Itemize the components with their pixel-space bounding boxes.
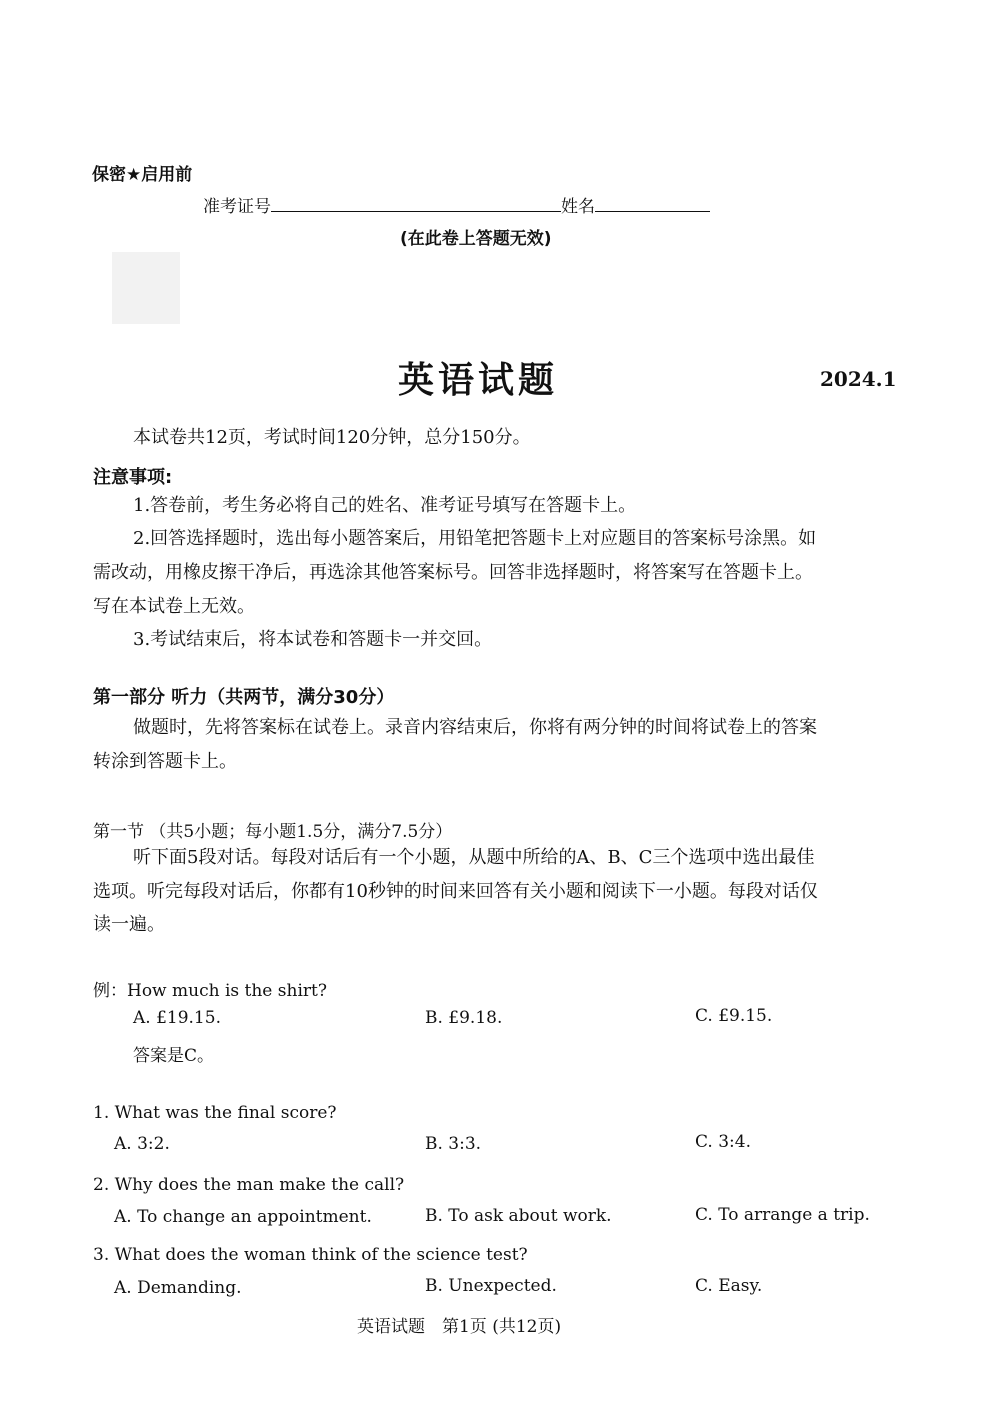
question-1-option-c: C. 3:4. — [695, 1132, 751, 1152]
page-footer: 英语试题 第1页 (共12页) — [357, 1317, 562, 1337]
note-item: 2.回答选择题时，选出每小题答案后，用铅笔把答题卡上对应题目的答案标号涂黑。如 — [133, 528, 817, 549]
part1-instruction: 做题时，先将答案标在试卷上。录音内容结束后，你将有两分钟的时间将试卷上的答案 — [133, 717, 817, 738]
section1-instruction: 读一遍。 — [93, 914, 165, 935]
question-3-option-b: B. Unexpected. — [425, 1276, 557, 1296]
example-option-c: C. £9.15. — [695, 1006, 773, 1026]
name-label: 姓名 — [561, 197, 595, 217]
confidential-label: 保密★启用前 — [92, 165, 193, 185]
note-item: 3.考试结束后，将本试卷和答题卡一并交回。 — [133, 629, 493, 650]
admission-number-blank — [271, 195, 561, 212]
question-2: 2. Why does the man make the call? — [93, 1175, 405, 1195]
exam-date: 2024.1 — [820, 367, 897, 391]
note-item-continued: 需改动，用橡皮擦干净后，再选涂其他答案标号。回答非选择题时，将答案写在答题卡上。 — [93, 562, 813, 583]
question-1: 1. What was the final score? — [93, 1103, 337, 1123]
example-option-a: A. £19.15. — [133, 1008, 221, 1028]
example-option-b: B. £9.18. — [425, 1008, 503, 1028]
name-blank — [595, 195, 710, 212]
note-item: 1.答卷前，考生务必将自己的姓名、准考证号填写在答题卡上。 — [133, 495, 637, 516]
invalid-note: (在此卷上答题无效) — [400, 229, 552, 249]
admission-number-label: 准考证号 — [203, 197, 271, 217]
question-3-option-c: C. Easy. — [695, 1276, 763, 1296]
question-3: 3. What does the woman think of the science test? — [93, 1245, 528, 1265]
question-2-option-a: A. To change an appointment. — [114, 1207, 372, 1227]
section1-instruction: 选项。听完每段对话后，你都有10秒钟的时间来回答有关小题和阅读下一小题。每段对话仅 — [93, 881, 818, 902]
note-item-continued: 写在本试卷上无效。 — [93, 596, 255, 617]
section1-heading: 第一节 （共5小题；每小题1.5分，满分7.5分） — [93, 822, 453, 842]
scan-smudge — [112, 252, 180, 324]
question-2-option-c: C. To arrange a trip. — [695, 1205, 870, 1225]
admission-number-row — [203, 192, 710, 217]
part1-heading: 第一部分 听力（共两节，满分30分） — [93, 687, 395, 708]
question-1-option-b: B. 3:3. — [425, 1134, 482, 1154]
question-3-option-a: A. Demanding. — [114, 1278, 242, 1298]
part1-instruction: 转涂到答题卡上。 — [93, 751, 237, 772]
section1-instruction: 听下面5段对话。每段对话后有一个小题，从题中所给的A、B、C三个选项中选出最佳 — [133, 847, 815, 868]
example-answer: 答案是C。 — [133, 1046, 215, 1066]
notes-heading: 注意事项: — [93, 467, 173, 488]
question-2-option-b: B. To ask about work. — [425, 1206, 612, 1226]
example-question: 例：How much is the shirt? — [93, 981, 327, 1001]
page-title: 英语试题 — [398, 360, 559, 401]
question-1-option-a: A. 3:2. — [114, 1134, 170, 1154]
exam-intro: 本试卷共12页，考试时间120分钟，总分150分。 — [133, 427, 531, 448]
